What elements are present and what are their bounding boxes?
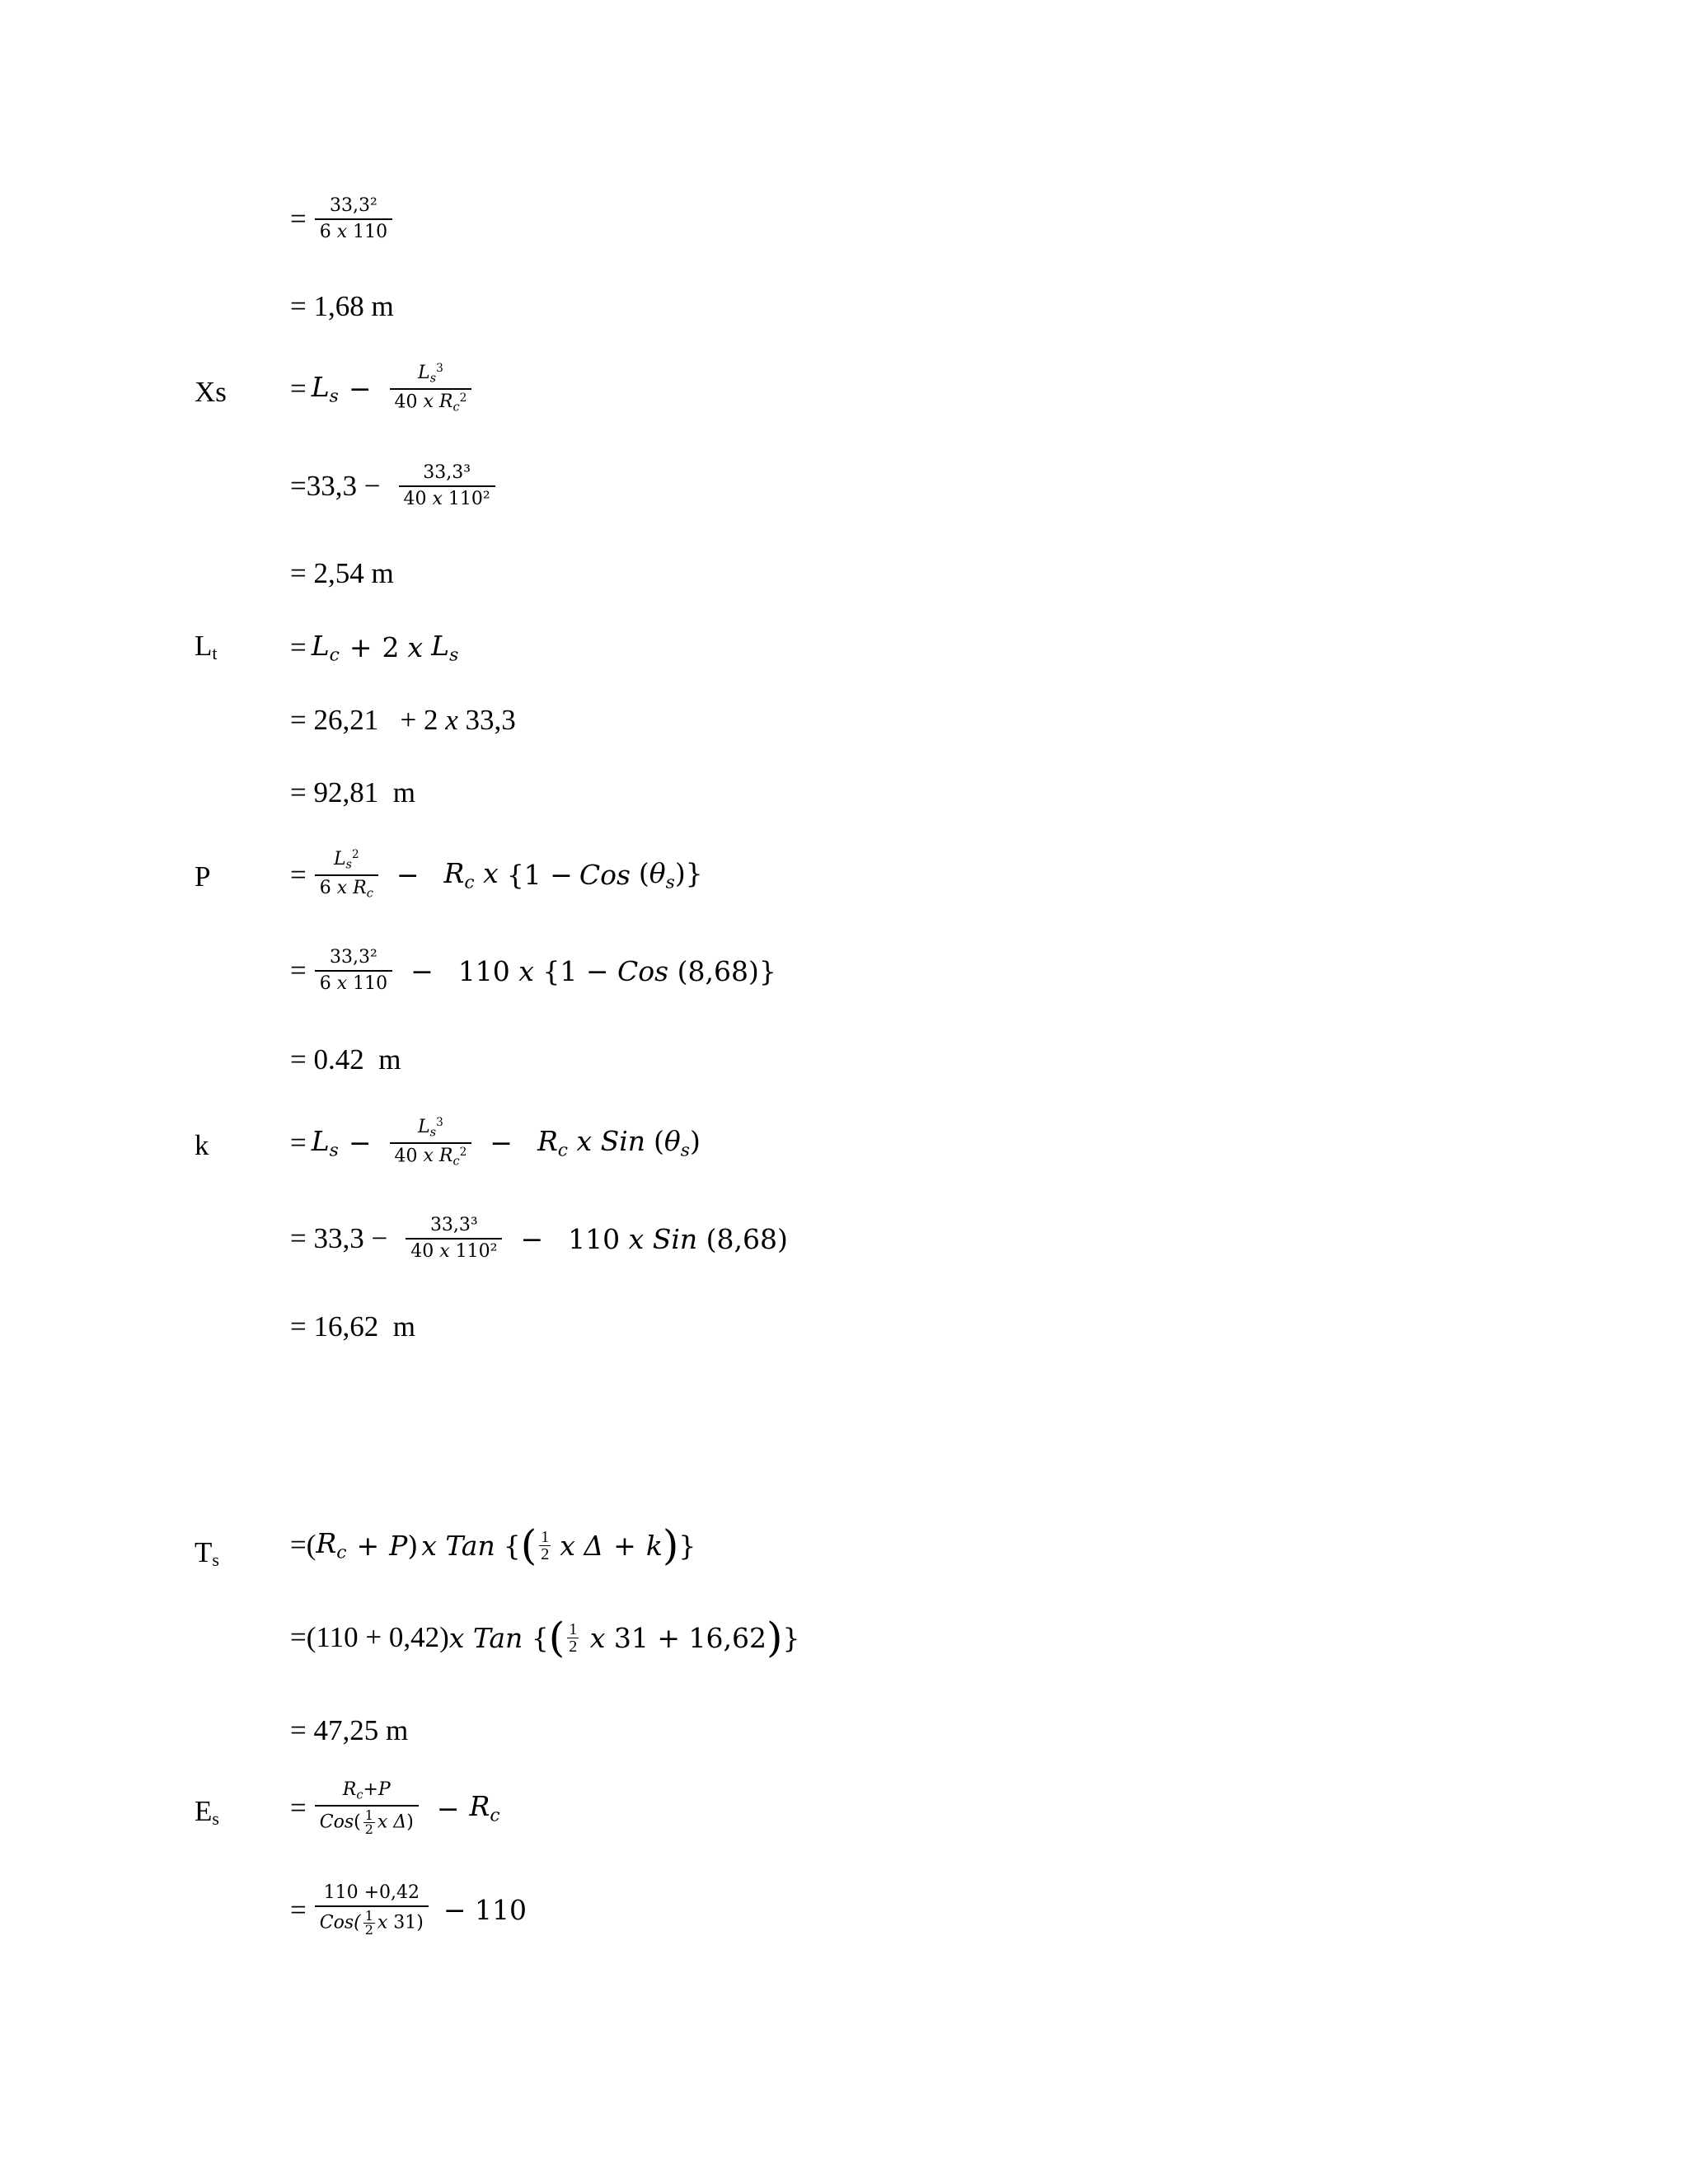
equation: = 110 +0,42 Cos( $\frac{1}{2}$ x 31) − 110 — [290, 1882, 528, 1938]
result-line: = 47,25 m — [290, 1714, 409, 1746]
fraction: $\frac{Ls^3}{40 x Rc^2}$ — [390, 1117, 472, 1169]
result-line: = 2,54 m — [290, 557, 394, 589]
equation: = $\frac{\text{33,3²}}{6 x 110}$ — [290, 196, 401, 242]
fraction: $\frac{Ls^3}{40 x Rc^2}$ — [390, 363, 472, 415]
fraction: $\frac{\text{33,3³}}{\text{40 x 110²}}$ — [406, 1216, 502, 1262]
fraction: Rc+P Cos( $\frac{1}{2}$ x Δ) — [315, 1780, 419, 1836]
result-line: = 16,62 m — [290, 1310, 415, 1343]
equation: = $\frac{Ls^2}{\text{6 x Rc}}$ − Rc x {1 − Cos (θs)} — [290, 848, 703, 901]
equation: = Lc + 2 x Ls — [290, 630, 459, 666]
fraction: $\frac{\text{33,3²}}{6 x 110}$ — [315, 948, 392, 994]
equation: =( Rc + P ) x Tan { ( 1 2 x Δ + k ) } — [290, 1521, 696, 1569]
equation: = 33,3 − $\frac{\text{33,3³}}{\text{40 x 110²}}$ — [290, 463, 504, 509]
result-line: = 92,81 m — [290, 776, 415, 808]
equation: =(110 + 0,42) x Tan { ( 1 2 x 31 + 16,62 ) } — [290, 1614, 800, 1661]
variable-label: $E_s$ — [195, 1795, 219, 1829]
equation: = Ls − $\frac{Ls^3}{40 x Rc^2}$ − Rc x Sin (θs) — [290, 1116, 701, 1169]
variable-label: P — [195, 860, 211, 893]
equation: = $\frac{\text{33,3²}}{6 x 110}$ − 110 x {1 − Cos (8,68)} — [290, 947, 776, 995]
equation: = Ls − $\frac{Ls^3}{40 x Rc^2}$ — [290, 363, 480, 415]
equation: = Rc+P Cos( $\frac{1}{2}$ x Δ) − Rc — [290, 1779, 500, 1838]
fraction: $\frac{\text{33,3²}}{6 x 110}$ — [315, 196, 392, 242]
variable-label: $T_s$ — [195, 1536, 219, 1570]
variable-label: Xs — [195, 376, 227, 408]
fraction: $\frac{\text{33,3³}}{\text{40 x 110²}}$ — [399, 463, 495, 509]
fraction: 110 +0,42 Cos( $\frac{1}{2}$ x 31) — [315, 1883, 429, 1937]
equation: = 26,21 + 2 x 33,3 — [290, 704, 516, 736]
result-line: = 1,68 m — [290, 290, 394, 322]
variable-label: k — [195, 1129, 209, 1161]
variable-label: $L_t$ — [195, 630, 218, 663]
fraction: $\frac{Ls^2}{\text{6 x Rc}}$ — [315, 849, 378, 901]
result-line: = 0.42 m — [290, 1043, 401, 1076]
equation: = 33,3 − $\frac{\text{33,3³}}{\text{40 x 110²}}$ − 110 x Sin (8,68) — [290, 1215, 788, 1263]
